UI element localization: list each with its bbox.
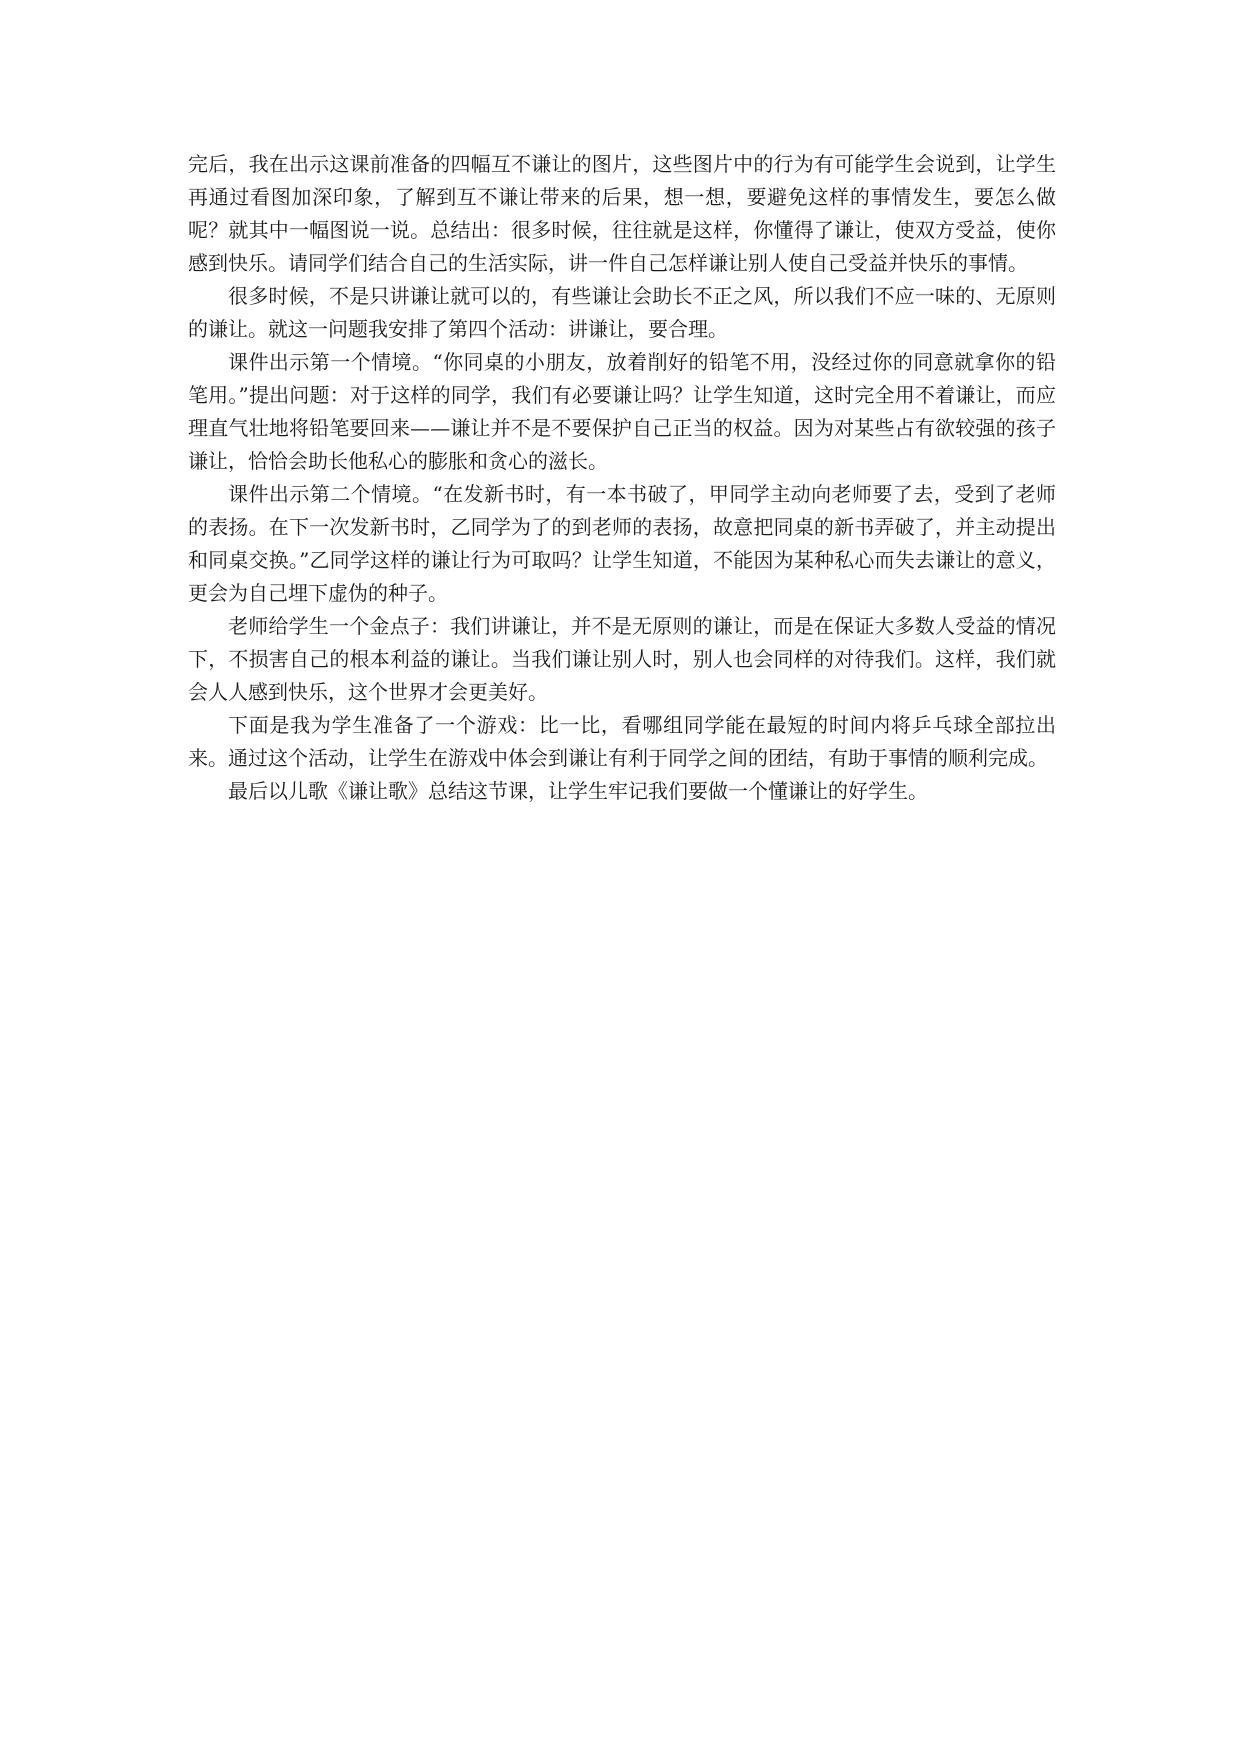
paragraph: 完后，我在出示这课前准备的四幅互不谦让的图片，这些图片中的行为有可能学生会说到，让学生再通过看图加深印象，了解到互不谦让带来的后果，想一想，要避免这样的事情发生，要怎么做呢？就其中一幅图说一说。总结出：很多时候，往往就是这样，你懂得了谦让，使双方受益，使你感到快乐。请同学们结合自己的生活实际，讲一件自己怎样谦让别人使自己受益并快乐的事情。: [188, 152, 1056, 275]
paragraph: 下面是我为学生准备了一个游戏：比一比，看哪组同学能在最短的时间内将乒乓球全部拉出来。通过这个活动，让学生在游戏中体会到谦让有利于同学之间的团结，有助于事情的顺利完成。: [188, 713, 1056, 770]
document-body: [188, 148, 1056, 808]
paragraph: 老师给学生一个金点子：我们讲谦让，并不是无原则的谦让，而是在保证大多数人受益的情况下，不损害自己的根本利益的谦让。当我们谦让别人时，别人也会同样的对待我们。这样，我们就会人人感到快乐，这个世界才会更美好。: [188, 614, 1056, 704]
paragraph: 最后以儿歌《谦让歌》总结这节课，让学生牢记我们要做一个懂谦让的好学生。: [228, 779, 928, 803]
paragraph: 课件出示第一个情境。“你同桌的小朋友，放着削好的铅笔不用，没经过你的同意就拿你的铅笔用。”提出问题：对于这样的同学，我们有必要谦让吗？让学生知道，这时完全用不着谦让，而应理直气壮地将铅笔要回来——谦让并不是不要保护自己正当的权益。因为对某些占有欲较强的孩子谦让，恰恰会助长他私心的膨胀和贪心的滋长。: [188, 350, 1056, 473]
paragraph: 很多时候，不是只讲谦让就可以的，有些谦让会助长不正之风，所以我们不应一味的、无原则的谦让。就这一问题我安排了第四个活动：讲谦让，要合理。: [188, 284, 1056, 341]
paragraph: 课件出示第二个情境。“在发新书时，有一本书破了，甲同学主动向老师要了去，受到了老师的表扬。在下一次发新书时，乙同学为了的到老师的表扬，故意把同桌的新书弄破了，并主动提出和同桌交换。”乙同学这样的谦让行为可取吗？让学生知道，不能因为某种私心而失去谦让的意义，更会为自己埋下虚伪的种子。: [188, 482, 1056, 605]
